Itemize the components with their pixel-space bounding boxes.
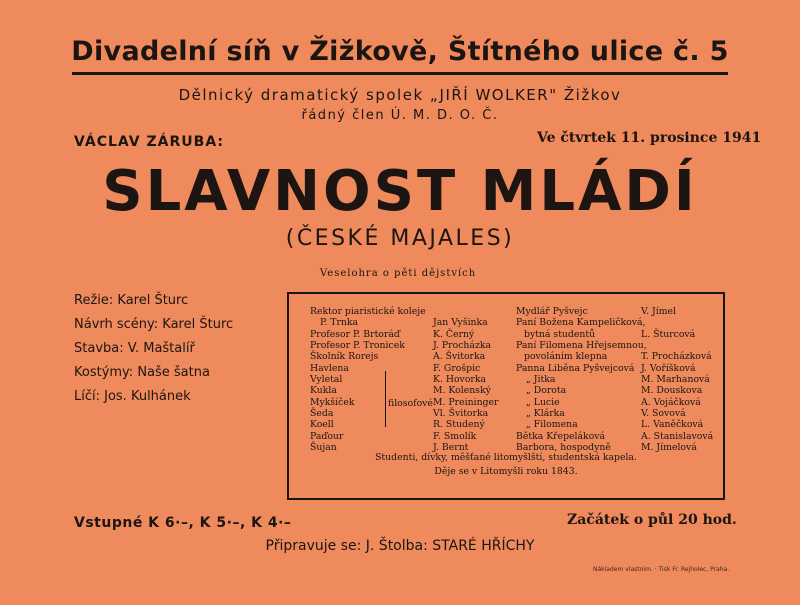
cast-actor — [433, 306, 498, 317]
cast-roles-left — [310, 306, 426, 453]
cast-actor: T. Procházková — [641, 351, 712, 363]
play-genre: Veselohra o pěti dějstvích — [320, 268, 477, 279]
cast-actor: J. Procházka — [433, 340, 492, 352]
crew-director: Režie: Karel Šturc — [74, 293, 189, 308]
cast-role: Panna Liběna Pyšvejcová — [516, 362, 635, 374]
cast-actor: V. Jímel — [641, 306, 676, 317]
cast-actor: A. Vojáčková — [641, 396, 701, 408]
cast-role: Paní Božena Kampeličková, — [516, 317, 646, 329]
membership-line: řádný člen Ú. M. D. O. Č. — [301, 108, 499, 123]
cast-actor: J. Voříšková — [641, 362, 696, 374]
cast-actor: L. Šturcová — [641, 328, 696, 340]
cast-role: „ Dorota — [526, 385, 567, 397]
cast-actor: K. Hovorka — [433, 374, 487, 386]
cast-role: „ Filomena — [526, 419, 578, 431]
performance-date: Ve čtvrtek 11. prosince 1941 — [537, 130, 762, 146]
brace-label: filosofové — [388, 398, 433, 409]
cast-role: „ Jitka — [526, 374, 556, 386]
cast-role: Paní Filomena Hřejsemnou, — [516, 340, 647, 352]
cast-roles-right — [516, 306, 647, 453]
play-subtitle: (ČESKÉ MAJALES) — [285, 226, 515, 251]
printer-note: Nákladem vlastním. · Tisk Fr. Rejholec, Praha. — [593, 566, 730, 573]
cast-role: povoláním klepna — [524, 351, 608, 363]
crew-makeup: Líčí: Jos. Kulhánek — [74, 389, 191, 404]
cast-actor: V. Sovová — [641, 408, 686, 420]
cast-role: Profesor P. Tronicek — [310, 340, 405, 352]
cast-actor: R. Studený — [433, 419, 485, 431]
cast-actor: M. Preininger — [433, 396, 499, 408]
cast-role: Bětka Křepeláková — [516, 430, 606, 442]
play-setting: Děje se v Litomyšli roku 1843. — [434, 466, 578, 477]
cast-role: Mydlář Pyšvejc — [516, 306, 588, 317]
cast-role: Profesor P. Brtoráď — [310, 328, 400, 340]
cast-actor: M. Douskova — [641, 385, 703, 397]
crew-costumes: Kostýmy: Naše šatna — [74, 365, 210, 380]
cast-actor: F. Grošpic — [433, 362, 481, 374]
cast-role: P. Trnka — [320, 317, 359, 329]
cast-actor: A. Švitorka — [433, 351, 486, 363]
cast-actor: Jan Vyšinka — [433, 317, 488, 329]
cast-role: Havlena — [310, 362, 349, 374]
society-name: Dělnický dramatický spolek „JIŘÍ WOLKER" Žižkov — [178, 86, 622, 104]
heading-rule — [72, 72, 728, 75]
upcoming-play: Připravuje se: J. Štolba: STARÉ HŘÍCHY — [265, 538, 535, 554]
cast-actor: A. Stanislavová — [641, 430, 714, 442]
start-time: Začátek o půl 20 hod. — [567, 512, 737, 528]
cast-role: „ Lucie — [526, 396, 560, 408]
cast-role: Barbora, hospodyně — [516, 442, 611, 454]
crew-list — [74, 289, 233, 409]
cast-actor: J. Bernt — [433, 442, 469, 454]
cast-role: „ Klárka — [526, 408, 565, 420]
cast-role: bytná studentů — [524, 328, 596, 340]
cast-actors-left — [433, 306, 498, 453]
cast-role: Rektor piaristické koleje — [310, 306, 426, 317]
cast-actor: K. Černý — [433, 328, 475, 340]
cast-actor — [641, 317, 713, 328]
venue-heading: Divadelní síň v Žižkově, Štítného ulice č. 5 — [71, 36, 729, 67]
admission-prices: Vstupné K 6·–, K 5·–, K 4·– — [74, 515, 292, 531]
cast-role: Školník Rorejs — [310, 351, 379, 363]
cast-actor: M. Kolenský — [433, 385, 491, 397]
cast-role: Kukla — [310, 385, 337, 397]
cast-role: Vyletal — [310, 374, 343, 386]
cast-role: Paďour — [310, 430, 344, 442]
cast-actor: F. Smolík — [433, 430, 477, 442]
cast-role: Mykšíček — [310, 396, 355, 408]
cast-actor: L. Vaněčková — [641, 419, 704, 431]
cast-actor — [641, 340, 713, 351]
cast-role: Šujan — [310, 442, 337, 454]
crew-set-design: Návrh scény: Karel Šturc — [74, 317, 234, 332]
cast-actor: M. Marhanová — [641, 374, 710, 386]
cast-actors-right — [641, 306, 713, 453]
play-title: SLAVNOST MLÁDÍ — [102, 159, 698, 224]
author-name: VÁCLAV ZÁRUBA: — [74, 134, 225, 150]
cast-chorus: Studenti, dívky, měšťané litomyšlští, studentská kapela. — [375, 452, 637, 463]
cast-actor: M. Jímelová — [641, 442, 697, 454]
crew-construction: Stavba: V. Maštalíř — [74, 341, 195, 356]
cast-actor: Vl. Švitorka — [433, 408, 489, 420]
cast-role: Koell — [310, 419, 334, 431]
cast-role: Šeda — [310, 408, 334, 420]
